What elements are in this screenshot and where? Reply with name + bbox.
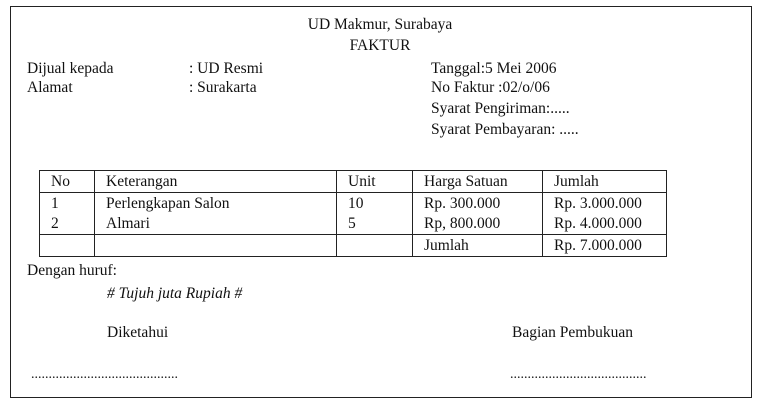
address-label: Alamat xyxy=(27,79,73,96)
row-unit: 10 xyxy=(337,193,413,215)
row-unit-price: Rp. 300.000 xyxy=(413,193,543,215)
invoice-title: FAKTUR xyxy=(349,37,411,54)
row-description: Almari xyxy=(95,214,337,235)
sold-to-label: Dijual kepada xyxy=(27,60,114,77)
right-signature-line: ....................................... xyxy=(510,367,647,382)
invoice-table xyxy=(39,170,667,257)
row-unit-price: Rp, 800.000 xyxy=(413,214,543,235)
total-empty-cell xyxy=(337,235,413,257)
row-description: Perlengkapan Salon xyxy=(95,193,337,215)
total-empty-cell xyxy=(95,235,337,257)
table-row xyxy=(40,214,667,235)
table-total-row xyxy=(40,235,667,257)
acknowledged-label: Diketahui xyxy=(107,324,169,341)
shipping-terms: Syarat Pengiriman:..... xyxy=(431,100,570,117)
header-unit: Unit xyxy=(337,171,413,193)
amount-in-words-value: # Tujuh juta Rupiah # xyxy=(107,285,243,302)
table-header-row xyxy=(40,171,667,193)
row-amount: Rp. 3.000.000 xyxy=(543,193,667,215)
total-value: Rp. 7.000.000 xyxy=(543,235,667,257)
header-unit-price: Harga Satuan xyxy=(413,171,543,193)
amount-in-words-label: Dengan huruf: xyxy=(27,262,117,279)
left-signature-line: .......................................... xyxy=(31,367,178,382)
sold-to-value: : UD Resmi xyxy=(189,60,264,77)
header-description: Keterangan xyxy=(95,171,337,193)
accounting-label: Bagian Pembukuan xyxy=(512,324,633,341)
total-label: Jumlah xyxy=(413,235,543,257)
company-name: UD Makmur, Surabaya xyxy=(307,16,453,33)
invoice-date: Tanggal:5 Mei 2006 xyxy=(431,60,557,77)
row-unit: 5 xyxy=(337,214,413,235)
table-row xyxy=(40,193,667,215)
row-amount: Rp. 4.000.000 xyxy=(543,214,667,235)
invoice-number: No Faktur :02/o/06 xyxy=(431,79,550,96)
header-no: No xyxy=(40,171,95,193)
row-no: 2 xyxy=(40,214,95,235)
header-amount: Jumlah xyxy=(543,171,667,193)
address-value: : Surakarta xyxy=(189,79,257,96)
payment-terms: Syarat Pembayaran: ..... xyxy=(431,121,579,138)
total-empty-cell xyxy=(40,235,95,257)
row-no: 1 xyxy=(40,193,95,215)
